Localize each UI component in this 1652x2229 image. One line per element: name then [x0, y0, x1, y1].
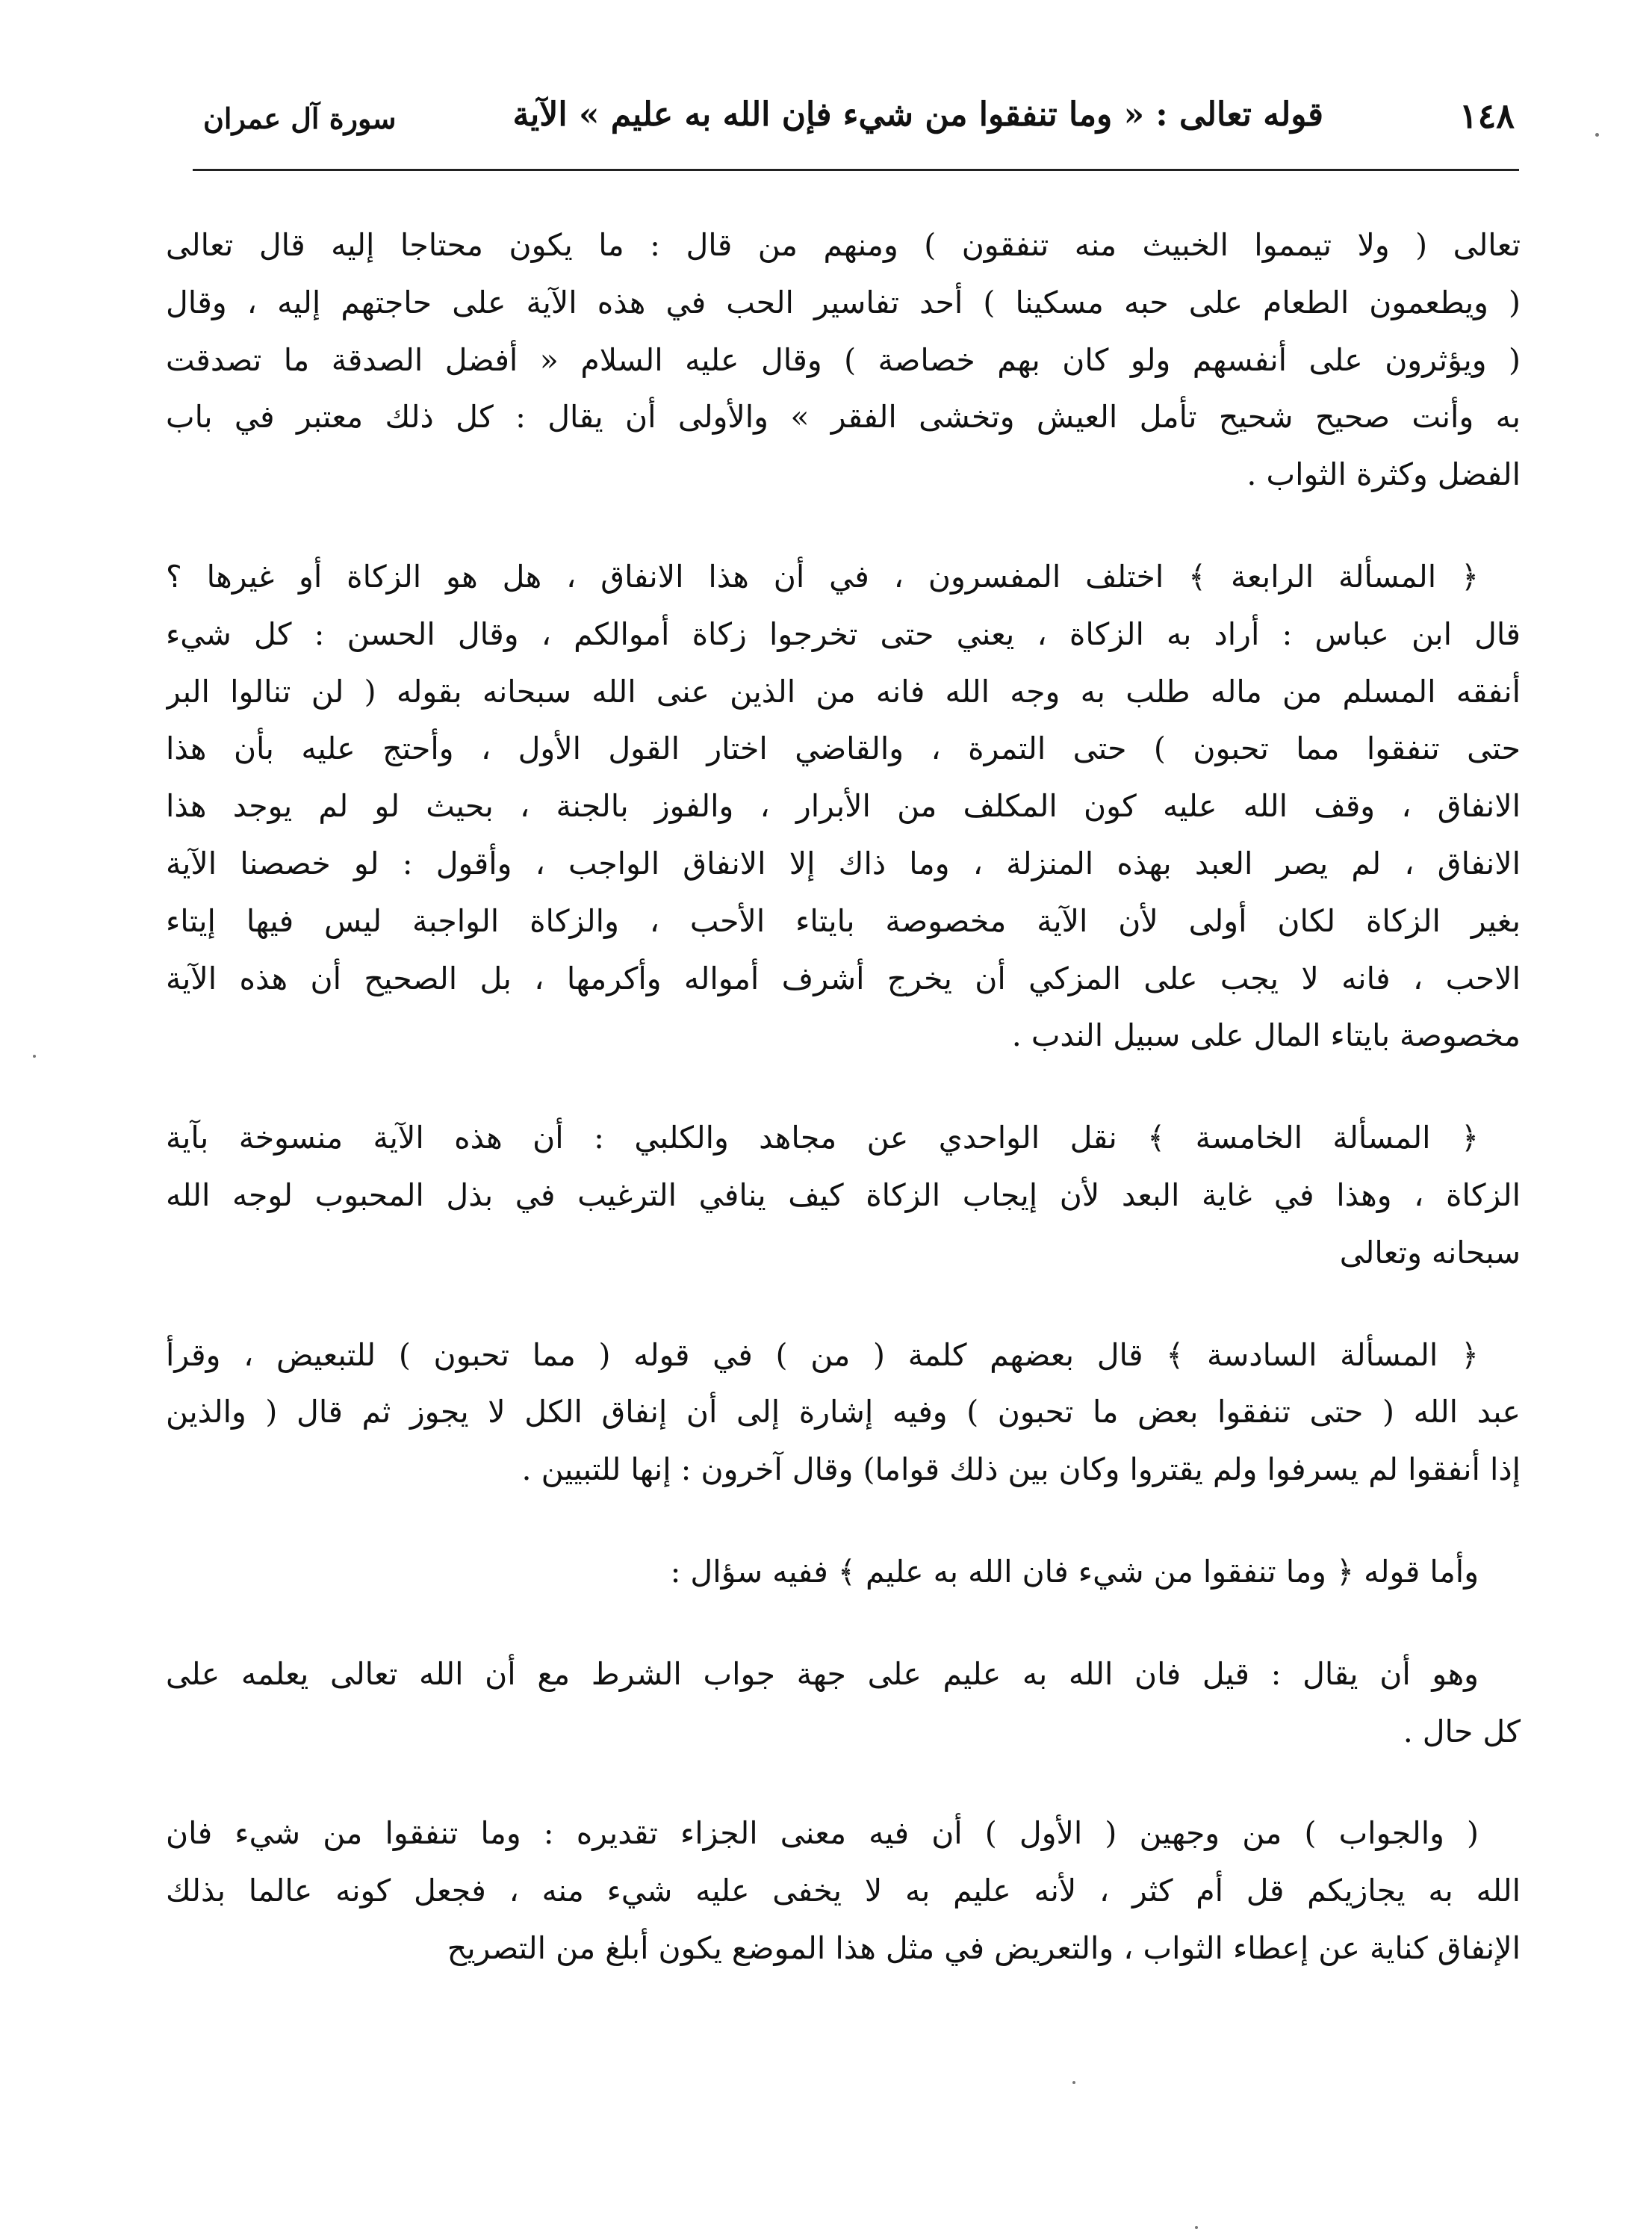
print-speck [1072, 2081, 1075, 2084]
text-line: الإنفاق كناية عن إعطاء الثواب ، والتعريض في مثل هذا الموضع يكون أبلغ من التصريح [447, 1929, 1521, 1966]
print-speck [1595, 133, 1599, 137]
text-line: ( ويطعمون الطعام على حبه مسكينا ) أحد تفاسير الحب في هذه الآية على حاجتهم إليه ، وقال [166, 284, 1521, 320]
running-title: قوله تعالى : « وما تنفقوا من شيء فإن الله به عليم » الآية [512, 96, 1323, 134]
text-line: أنفقه المسلم من ماله طلب به وجه الله فانه من الذين عنى الله سبحانه بقوله ( لن تنالوا البر [166, 673, 1521, 710]
text-line: الانفاق ، وقف الله عليه كون المكلف من الأبرار ، والفوز بالجنة ، بحيث لو لم يوجد هذا [166, 788, 1521, 825]
header-rule [193, 169, 1519, 171]
text-line: الفضل وكثرة الثواب . [1246, 456, 1521, 493]
text-line: به وأنت صحيح شحيح تأمل العيش وتخشى الفقر » والأولى أن يقال : كل ذلك معتبر في باب [166, 399, 1521, 435]
text-line: ﴿ المسألة السادسة ﴾ قال بعضهم كلمة ( من ) في قوله ( مما تحبون ) للتبعيض ، وقرأ [166, 1336, 1479, 1373]
text-line: وأما قوله ﴿ وما تنفقوا من شيء فان الله به عليم ﴾ ففيه سؤال : [670, 1553, 1479, 1590]
paragraph [166, 1327, 1521, 1498]
text-line: ﴿ المسألة الخامسة ﴾ نقل الواحدي عن مجاهد والكلبي : أن هذه الآية منسوخة بآية [166, 1120, 1479, 1156]
text-line: بغير الزكاة لكان أولى لأن الآية مخصوصة بايتاء الأحب ، والزكاة الواجبة ليس فيها إيتاء [166, 902, 1521, 939]
running-header [197, 96, 1518, 148]
text-line: وهو أن يقال : قيل فان الله به عليم على جهة جواب الشرط مع أن الله تعالى يعلمه على [166, 1655, 1479, 1692]
paragraph [166, 1543, 1521, 1601]
text-line: تعالى ( ولا تيمموا الخبيث منه تنفقون ) ومنهم من قال : ما يكون محتاجا إليه قال تعالى [166, 227, 1521, 263]
text-line: الاحب ، فانه لا يجب على المزكي أن يخرج أشرف أمواله وأكرمها ، بل الصحيح أن هذه الآية [166, 960, 1521, 996]
paragraph [166, 1109, 1521, 1281]
paragraph [166, 548, 1521, 1064]
print-speck [33, 1055, 36, 1058]
text-line: الزكاة ، وهذا في غاية البعد لأن إيجاب الزكاة كيف ينافي الترغيب في بذل المحبوب لوجه الله [166, 1176, 1521, 1213]
paragraph [166, 1646, 1521, 1761]
page-number: ١٤٨ [1459, 96, 1515, 136]
paragraph [166, 217, 1521, 503]
body-text [166, 217, 1521, 2022]
text-line: الانفاق ، لم يصر العبد بهذه المنزلة ، وما ذاك إلا الانفاق الواجب ، وأقول : لو خصصنا الآية [166, 845, 1521, 881]
text-line: سبحانه وتعالى [1339, 1234, 1521, 1271]
text-line: الله به يجازيكم قل أم كثر ، لأنه عليم به لا يخفى عليه شيء منه ، فجعل كونه عالما بذلك [166, 1873, 1521, 1909]
surah-name: سورة آل عمران [203, 102, 397, 135]
text-line: ﴿ المسألة الرابعة ﴾ اختلف المفسرون ، في أن هذا الانفاق ، هل هو الزكاة أو غيرها ؟ [166, 558, 1479, 595]
text-line: عبد الله ( حتى تنفقوا بعض ما تحبون ) وفيه إشارة إلى أن إنفاق الكل لا يجوز ثم قال ( والذين [166, 1394, 1521, 1430]
text-line: إذا أنفقوا لم يسرفوا ولم يقتروا وكان بين ذلك قواما) وقال آخرون : إنها للتبيين . [521, 1451, 1521, 1488]
text-line: ( ويؤثرون على أنفسهم ولو كان بهم خصاصة ) وقال عليه السلام « أفضل الصدقة ما تصدقت [166, 341, 1521, 378]
text-line: مخصوصة بايتاء المال على سبيل الندب . [1011, 1017, 1521, 1054]
text-line: كل حال . [1403, 1713, 1521, 1749]
text-line: قال ابن عباس : أراد به الزكاة ، يعني حتى تخرجوا زكاة أموالكم ، وقال الحسن : كل شيء [166, 616, 1521, 652]
paragraph [166, 1805, 1521, 1977]
text-line: حتى تنفقوا مما تحبون ) حتى التمرة ، والقاضي اختار القول الأول ، وأحتج عليه بأن هذا [166, 731, 1521, 767]
text-line: ( والجواب ) من وجهين ( الأول ) أن فيه معنى الجزاء تقديره : وما تنفقوا من شيء فان [166, 1815, 1479, 1852]
print-speck [1195, 2226, 1198, 2229]
